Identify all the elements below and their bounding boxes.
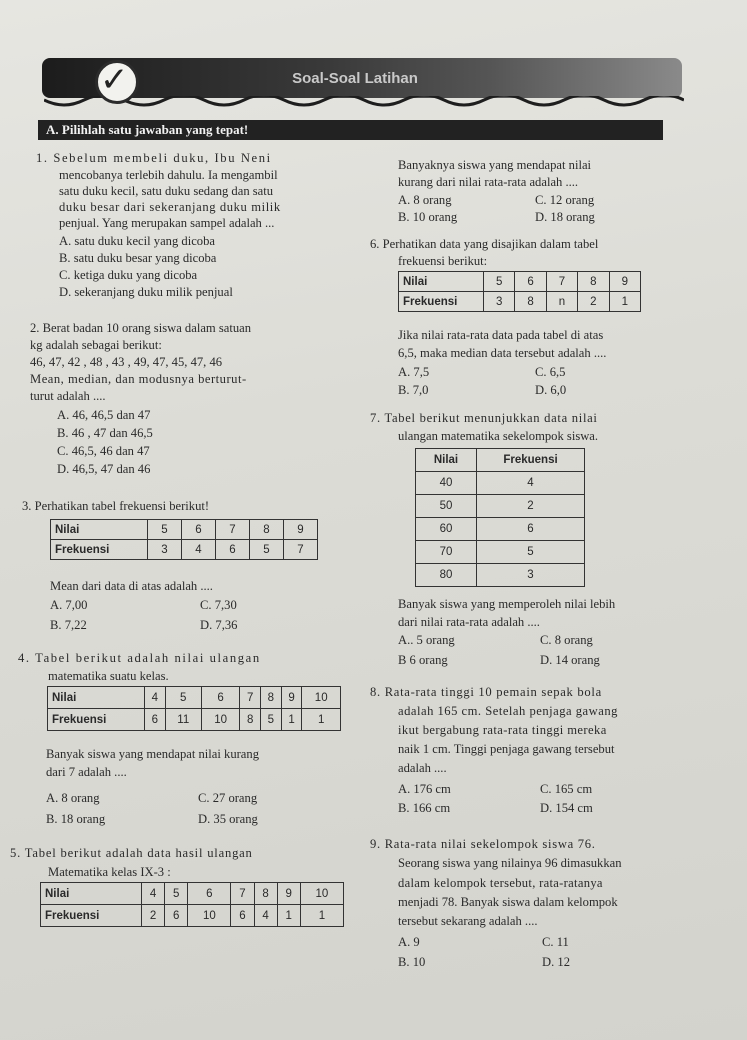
option[interactable]: A.. 5 orang [398, 633, 455, 647]
option[interactable]: C. 27 orang [198, 791, 258, 805]
option[interactable]: A. 8 orang [398, 193, 452, 207]
table-cell: 5 [261, 709, 282, 731]
table-cell: 9 [277, 883, 300, 905]
table-header: Frekuensi [41, 905, 142, 927]
option[interactable]: A. 8 orang [46, 791, 100, 805]
table-cell: 3 [484, 292, 515, 312]
question-line: mencobanya terlebih dahulu. Ia mengambil [59, 168, 278, 182]
table-cell: 10 [188, 905, 231, 927]
question-line: dari nilai rata-rata adalah .... [398, 615, 540, 629]
table-header: Nilai [51, 520, 148, 540]
option[interactable]: B. 46 , 47 dan 46,5 [57, 426, 153, 440]
table-cell: 10 [302, 687, 341, 709]
frequency-table [47, 686, 341, 731]
question-line: 5. Tabel berikut adalah data hasil ulangan [10, 846, 253, 860]
table-cell: 2 [578, 292, 609, 312]
question-line: ulangan matematika sekelompok siswa. [398, 429, 599, 443]
question-line: 3. Perhatikan tabel frekuensi berikut! [22, 499, 210, 513]
option[interactable]: D. 6,0 [535, 383, 567, 397]
section-header [38, 120, 663, 140]
table-cell: 7 [216, 520, 250, 540]
table-header: Nilai [41, 883, 142, 905]
table-cell: 8 [254, 883, 277, 905]
option[interactable]: A. 46, 46,5 dan 47 [57, 408, 151, 422]
table-cell: 5 [165, 687, 201, 709]
question-line: 6. Perhatikan data yang disajikan dalam tabel [370, 237, 599, 251]
table-cell: 6 [165, 905, 188, 927]
table-cell: 5 [250, 540, 284, 560]
question-line: ikut bergabung rata-rata tinggi mereka [398, 723, 607, 737]
table-header: Nilai [416, 449, 477, 472]
question-line: kurang dari nilai rata-rata adalah .... [398, 175, 579, 189]
table-header: Frekuensi [48, 709, 145, 731]
question-line: dalam kelompok tersebut, rata-ratanya [398, 876, 603, 890]
question-line: adalah 165 cm. Setelah penjaga gawang [398, 704, 618, 718]
table-cell: 6 [477, 518, 585, 541]
option[interactable]: C. 6,5 [535, 365, 566, 379]
question-line: Banyak siswa yang mendapat nilai kurang [46, 747, 259, 761]
question-line: Seorang siswa yang nilainya 96 dimasukkan [398, 856, 622, 870]
option[interactable]: C. 165 cm [540, 782, 593, 796]
table-cell: 80 [416, 564, 477, 587]
frequency-table [415, 448, 585, 587]
option[interactable]: C. 8 orang [540, 633, 593, 647]
question-line: 9. Rata-rata nilai sekelompok siswa 76. [370, 837, 596, 851]
table-cell: 2 [477, 495, 585, 518]
option[interactable]: D. 154 cm [540, 801, 593, 815]
option[interactable]: C. 12 orang [535, 193, 595, 207]
table-cell: 1 [281, 709, 302, 731]
table-header: Nilai [48, 687, 145, 709]
table-cell: 40 [416, 472, 477, 495]
table-cell: 6 [515, 272, 546, 292]
table-cell: 1 [300, 905, 343, 927]
option[interactable]: D. 35 orang [198, 812, 258, 826]
question-line: Banyak siswa yang memperoleh nilai lebih [398, 597, 616, 611]
frequency-table [40, 882, 344, 927]
table-cell: 5 [148, 520, 182, 540]
table-cell: 8 [261, 687, 282, 709]
question-line: 46, 47, 42 , 48 , 43 , 49, 47, 45, 47, 46 [30, 355, 223, 369]
table-cell: 7 [231, 883, 254, 905]
check-icon: ✓ [100, 60, 129, 100]
table-header: Nilai [399, 272, 484, 292]
table-cell: 70 [416, 541, 477, 564]
table-cell: 4 [142, 883, 165, 905]
question-line: Mean dari data di atas adalah .... [50, 579, 213, 593]
question-line: Matematika kelas IX-3 : [48, 865, 171, 879]
table-cell: 4 [182, 540, 216, 560]
table-header: Frekuensi [477, 449, 585, 472]
question-line: Jika nilai rata-rata data pada tabel di atas [398, 328, 604, 342]
table-cell: n [546, 292, 577, 312]
table-cell: 8 [240, 709, 261, 731]
option[interactable]: C. 7,30 [200, 598, 237, 612]
table-cell: 3 [477, 564, 585, 587]
table-cell: 6 [188, 883, 231, 905]
question-line: 8. Rata-rata tinggi 10 pemain sepak bola [370, 685, 602, 699]
option[interactable]: A. 9 [398, 935, 420, 949]
option[interactable]: D. 18 orang [535, 210, 595, 224]
table-cell: 5 [165, 883, 188, 905]
table-cell: 4 [477, 472, 585, 495]
question-line: 4. Tabel berikut adalah nilai ulangan [18, 651, 261, 665]
question-line: kg adalah sebagai berikut: [30, 338, 162, 352]
option[interactable]: B. 18 orang [46, 812, 106, 826]
table-cell: 11 [165, 709, 201, 731]
option[interactable]: C. 11 [542, 935, 569, 949]
table-cell: 6 [145, 709, 166, 731]
frequency-table [50, 519, 318, 560]
table-cell: 7 [284, 540, 318, 560]
option[interactable]: B. satu duku besar yang dicoba [59, 251, 217, 265]
question-line: 7. Tabel berikut menunjukkan data nilai [370, 411, 598, 425]
banner-title: Soal-Soal Latihan [292, 70, 418, 87]
question-line: 2. Berat badan 10 orang siswa dalam satuan [30, 321, 252, 335]
question-line: penjual. Yang merupakan sampel adalah ... [59, 216, 275, 230]
option[interactable]: A. 7,00 [50, 598, 88, 612]
table-cell: 4 [254, 905, 277, 927]
question-line: Banyaknya siswa yang mendapat nilai [398, 158, 592, 172]
table-cell: 1 [277, 905, 300, 927]
option[interactable]: B. 7,22 [50, 618, 87, 632]
table-cell: 8 [250, 520, 284, 540]
question-line: tersebut sekarang adalah .... [398, 914, 538, 928]
option[interactable]: C. 46,5, 46 dan 47 [57, 444, 150, 458]
frequency-table [398, 271, 641, 312]
option[interactable]: D. 46,5, 47 dan 46 [57, 462, 151, 476]
option[interactable]: D. sekeranjang duku milik penjual [59, 285, 233, 299]
question-line: duku besar dari sekeranjang duku milik [59, 200, 281, 214]
table-cell: 7 [240, 687, 261, 709]
section-instruction: A. Pilihlah satu jawaban yang tepat! [46, 122, 249, 137]
table-cell: 9 [281, 687, 302, 709]
question-line: 1. Sebelum membeli duku, Ibu Neni [36, 151, 272, 165]
table-header: Frekuensi [51, 540, 148, 560]
option[interactable]: C. ketiga duku yang dicoba [59, 268, 198, 282]
option[interactable]: A. 7,5 [398, 365, 430, 379]
banner-wave-decoration [44, 96, 684, 110]
option[interactable]: D. 7,36 [200, 618, 238, 632]
table-cell: 50 [416, 495, 477, 518]
table-cell: 6 [201, 687, 240, 709]
option[interactable]: B. 166 cm [398, 801, 451, 815]
table-cell: 60 [416, 518, 477, 541]
question-line: turut adalah .... [30, 389, 106, 403]
table-cell: 7 [546, 272, 577, 292]
question-line: frekuensi berikut: [398, 254, 488, 268]
table-header: Frekuensi [399, 292, 484, 312]
table-cell: 4 [145, 687, 166, 709]
table-cell: 10 [300, 883, 343, 905]
table-cell: 9 [284, 520, 318, 540]
table-cell: 5 [477, 541, 585, 564]
question-line: menjadi 78. Banyak siswa dalam kelompok [398, 895, 618, 909]
option[interactable]: D. 12 [542, 955, 570, 969]
table-cell: 8 [515, 292, 546, 312]
table-cell: 1 [609, 292, 640, 312]
table-cell: 6 [182, 520, 216, 540]
question-line: dari 7 adalah .... [46, 765, 127, 779]
table-cell: 2 [142, 905, 165, 927]
table-cell: 8 [578, 272, 609, 292]
option[interactable]: B. 7,0 [398, 383, 429, 397]
option[interactable]: B. 10 [398, 955, 426, 969]
option[interactable]: B 6 orang [398, 653, 448, 667]
question-line: 6,5, maka median data tersebut adalah .... [398, 346, 607, 360]
option[interactable]: A. satu duku kecil yang dicoba [59, 234, 215, 248]
question-line: naik 1 cm. Tinggi penjaga gawang tersebut [398, 742, 615, 756]
question-line: adalah .... [398, 761, 447, 775]
table-cell: 9 [609, 272, 640, 292]
table-cell: 6 [216, 540, 250, 560]
option[interactable]: B. 10 orang [398, 210, 458, 224]
question-line: satu duku kecil, satu duku sedang dan satu [59, 184, 274, 198]
table-cell: 10 [201, 709, 240, 731]
question-line: matematika suatu kelas. [48, 669, 169, 683]
option[interactable]: D. 14 orang [540, 653, 600, 667]
table-cell: 1 [302, 709, 341, 731]
question-line: Mean, median, dan modusnya berturut- [30, 372, 247, 386]
table-cell: 5 [484, 272, 515, 292]
table-cell: 6 [231, 905, 254, 927]
table-cell: 3 [148, 540, 182, 560]
option[interactable]: A. 176 cm [398, 782, 451, 796]
